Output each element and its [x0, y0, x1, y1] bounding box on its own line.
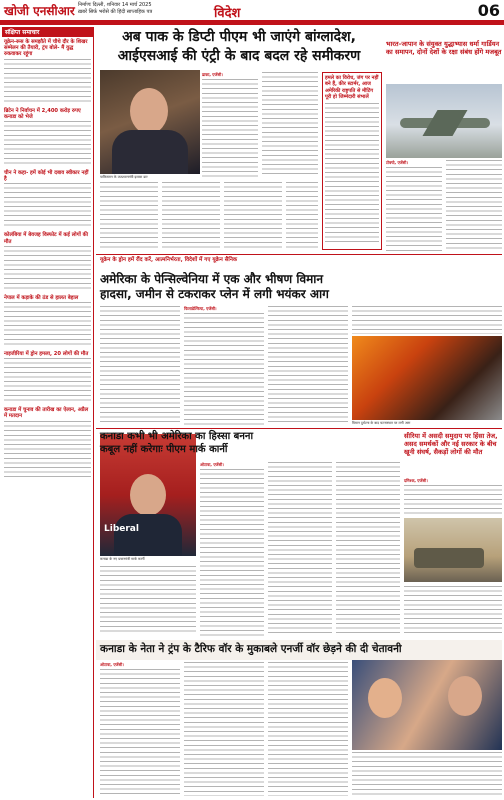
bottom-story-column-4: [352, 752, 502, 796]
bottom-story-byline: ओटावा, एजेंसी।: [100, 662, 124, 667]
brief-body: [4, 421, 91, 481]
crash-fire-photo: [352, 336, 502, 420]
india-japan-headline: भारत-जापान के संयुक्त युद्धाभ्यास धर्मा गार्डियन का समापन, दोनों देशों के रक्षा संबंध होंगे मजबूत: [386, 40, 502, 56]
canada-story-column-2: [268, 462, 332, 634]
india-japan-column-1: [386, 160, 442, 253]
canada-story-column-4: [100, 566, 196, 634]
crash-headline: [100, 272, 502, 302]
face-shape: [130, 88, 168, 134]
text-lines: [404, 485, 502, 517]
carney-photo-caption: कनाडा के नए प्रधानमंत्री मार्क कार्नी: [100, 557, 145, 561]
syria-story-column-1: [404, 478, 502, 517]
main-story-column-1: [202, 72, 258, 179]
suit-shape: [112, 130, 188, 174]
main-story-column-2: [262, 72, 318, 176]
center-box-headline: हमले का विरोध, जंग पर नहीं बने हैं, कीर स्टार्मर, आज अमेरिकी राष्ट्रपति से मीटिंग पूरी हो जिम्मेदारी संभालें: [325, 75, 379, 101]
crash-story-column-2: [268, 306, 348, 424]
canada-story-byline: ओटावा, एजेंसी।: [200, 462, 224, 467]
syria-headline: सीरिया में असदी समुदाय पर हिंसा तेज, असद समर्थकों और नई सरकार के बीच खूनी संघर्ष, सैकड़ों लोगों की मौत: [404, 432, 498, 456]
brief-body: [4, 121, 91, 167]
leader-photo: [100, 70, 200, 174]
brief-item: [4, 232, 91, 291]
syria-story-byline: दमिश्क, एजेंसी।: [404, 478, 428, 483]
face-shape: [130, 474, 166, 516]
brief-title: नेपाल में कड़ाके की ठंड से हालत बेहाल: [4, 294, 79, 301]
brief-item: [4, 407, 91, 480]
brief-body: [4, 302, 91, 348]
page-number: 06: [477, 1, 500, 20]
canada-headline-line2: कबूल नहीं करेगाः पीएम मार्क कार्नी: [100, 444, 228, 455]
brief-item: [4, 39, 91, 105]
brief-item: [4, 351, 91, 404]
india-japan-column-2: [446, 160, 502, 252]
text-lines: [184, 313, 264, 425]
masthead-rule: [0, 22, 504, 25]
aircraft-photo: [386, 84, 502, 158]
brief-title: नाइजीरिया में ड्रोन हमला, 20 लोगों की मौत: [4, 351, 89, 358]
leader-photo-caption: पाकिस्तान के उपप्रधानमंत्री इशाक डार: [100, 175, 148, 179]
text-lines: [386, 167, 442, 253]
brief-item: [4, 108, 91, 167]
main-headline: [100, 28, 378, 66]
bottom-headline: कनाडा के नेता ने ट्रंप के टैरिफ वॉर के मुकाबले एनर्जी वॉर छेड़ने की दी चेतावनी: [100, 643, 402, 655]
brief-title: कनाडा में चुनाव की तारीख का ऐलान, अप्रैल में मतदान: [4, 407, 89, 420]
crash-story-column-3: [352, 306, 502, 334]
crash-story-column-1: [184, 306, 264, 425]
newspaper-brand: खोजी एनसीआर: [4, 4, 75, 18]
canada-headline-line1: कनाडा कभी भी अमेरिका का हिस्सा बनना: [100, 431, 254, 442]
brief-body: [4, 183, 91, 229]
india-japan-byline: टोक्यो, एजेंसी।: [386, 160, 408, 165]
brief-title: कोलंबिया में बेवजह विस्फोट में कई लोगों की मौत: [4, 232, 88, 245]
bottom-story-column-1: [100, 662, 180, 797]
canada-headline: [100, 430, 400, 456]
crash-story-byline: फिलाडेल्फिया, एजेंसी।: [184, 306, 217, 311]
liberal-sign-text: Liberal: [104, 524, 139, 534]
main-story-column-4: [162, 182, 220, 250]
section-divider: [96, 428, 502, 429]
bottom-story-column-2: [184, 662, 264, 796]
suit-shape: [114, 514, 182, 556]
main-story-byline: ढाका, एजेंसी।: [202, 72, 223, 77]
brief-news-header: संक्षिप्त समाचार: [2, 27, 93, 37]
crash-photo-caption: विमान दुर्घटना के बाद घटनास्थल पर लगी आग: [352, 421, 411, 425]
dateline: [78, 2, 188, 16]
bottom-story-column-3: [268, 662, 348, 796]
vehicle-shape: [414, 548, 484, 568]
brief-body: [4, 246, 91, 292]
leaders-photo: [352, 660, 502, 750]
main-headline-line2: आईएसआई की एंट्री के बाद बदल रहे समीकरण: [117, 48, 361, 64]
text-lines: [100, 669, 180, 797]
text-lines: [202, 79, 258, 179]
canada-story-column-3: [336, 462, 400, 634]
brief-title: चीन ने कहा- हमें कोई भी दबाव स्वीकार नहीं है: [4, 170, 89, 183]
crash-kicker: यूक्रेन के ड्रोन हमें रौंद करें, आत्मनिर्भरता, विदेशों में गए यूक्रेन सैनिक: [100, 257, 238, 263]
crash-headline-line2: हादसा, जमीन से टकराकर प्लेन में लगी भयंकर आग: [100, 287, 329, 301]
dateline-tagline: ख़बरें सिर्फ़ भरोसे की हिंदी साप्ताहिक पत्र: [78, 9, 153, 15]
main-story-column-5: [224, 182, 282, 250]
syria-story-column-2: [404, 586, 502, 634]
text-lines: [325, 103, 379, 243]
face-shape: [368, 678, 402, 718]
main-story-column-6: [286, 182, 318, 250]
main-headline-line1: अब पाक के डिप्टी पीएम भी जाएंगे बांग्लादेश,: [122, 29, 356, 45]
brief-body: [4, 59, 91, 105]
brief-body: [4, 358, 91, 404]
brief-item: [4, 170, 91, 229]
brief-item: [4, 295, 91, 348]
main-story-column-3: [100, 182, 158, 250]
masthead: [0, 0, 504, 22]
brief-news-column: [2, 27, 94, 798]
face-shape: [448, 676, 482, 716]
brief-title: ब्रिटेन ने निर्वाचन में 2,400 करोड़ रुपए कनाडा को भेजे: [4, 107, 81, 120]
brief-title: यूक्रेन-रूस के समझौते में चौथे दौर के शिखर सम्मेलन की तैयारी, ट्रंप बोले- मैं युद्ध रुकवाकर रहूंगा: [4, 39, 88, 58]
text-lines: [200, 469, 264, 637]
ukraine-drone-column: [100, 306, 180, 424]
canada-story-column-1: [200, 462, 264, 637]
dateline-text: निर्माणः दिल्ली, शनिवार 14 मार्च 2025: [78, 2, 152, 8]
section-divider: [96, 254, 502, 255]
section-title: विदेश: [214, 6, 241, 21]
crash-headline-line1: अमेरिका के पेन्सिल्वेनिया में एक और भीषण विमान: [100, 272, 324, 286]
syria-vehicle-photo: [404, 518, 502, 582]
center-box-story: [322, 72, 382, 250]
